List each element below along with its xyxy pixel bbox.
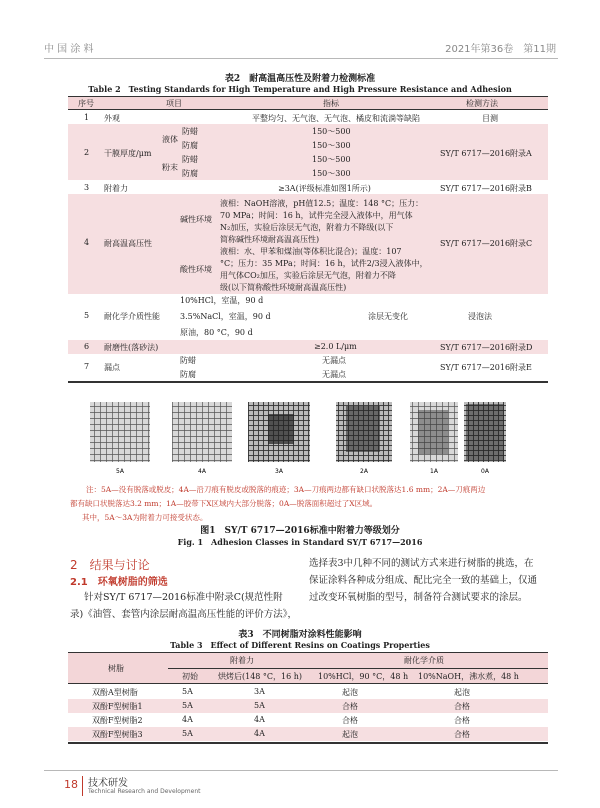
t3-r1-naoh: 起泡 <box>454 688 470 697</box>
r2-sub-liquid: 液体 <box>162 135 178 144</box>
col-item: 项目 <box>166 99 182 108</box>
t3-r2-bake: 5A <box>254 701 265 710</box>
sub-baked: 烘烤后(148 °C，16 h) <box>218 672 303 681</box>
fig1-note2: 都有缺口状脱落达3.2 mm；1A—胶带下X区域内大部分脱落；0A—脱落面积超过了X区域。 <box>70 499 378 508</box>
r3-no: 3 <box>84 183 90 192</box>
body-left-line2: 录)《油管、套管内涂层耐高温高压性能的评价方法》， <box>70 609 297 620</box>
r4-no: 4 <box>84 238 90 247</box>
r4-t8: 级(以下简称酸性环境耐高温高压性) <box>220 283 347 292</box>
r7-va: 无漏点 <box>322 356 346 365</box>
header-rule <box>44 58 558 59</box>
issue-info: 2021年第36卷 第11期 <box>445 44 556 55</box>
sample-5a-photo <box>90 402 150 462</box>
adhesion-figure <box>88 400 508 480</box>
body-left-line1: 针对SY/T 6717—2016标准中附录C(规范性附 <box>84 592 283 603</box>
r7-b: 防腐 <box>180 370 196 379</box>
t3-r4-naoh: 合格 <box>454 730 470 739</box>
sample-1a-loss <box>418 410 448 454</box>
table2 <box>68 96 548 382</box>
body-right-line2: 保证涂料各种成分组成、配比完全一致的基础上，仅通 <box>309 575 538 586</box>
label-3a: 3A <box>275 468 283 475</box>
footer-rule <box>44 770 558 771</box>
table3-caption-cn: 表3 不同树脂对涂料性能影响 <box>238 630 362 640</box>
t3-r4-bake: 4A <box>254 729 265 738</box>
r4-t4: 简称碱性环境耐高温高压性) <box>220 235 320 244</box>
r6-method: SY/T 6717—2016附录D <box>440 343 533 352</box>
r2-va: 150～500 <box>312 127 351 136</box>
r6-index: ≥2.0 L/μm <box>314 342 357 351</box>
body-right-line3: 过改变环氧树脂的型号，制备符合测试要求的涂层。 <box>309 592 528 603</box>
sub-hcl: 10%HCl，90 °C，48 h <box>318 672 409 681</box>
r7-method: SY/T 6717—2016附录E <box>440 363 532 372</box>
r4-item: 耐高温高压性 <box>104 239 152 248</box>
fig1-note3: 其中，5A～3A为附着力可接受状态。 <box>82 513 208 522</box>
r5-m3: 原油，80 °C，90 d <box>180 328 253 337</box>
t3-r2-resin: 双酚F型树脂1 <box>92 702 143 711</box>
footer-title: 技术研发 <box>88 778 128 789</box>
r4-method: SY/T 6717—2016附录C <box>440 239 533 248</box>
t3-r3-init: 4A <box>182 715 193 724</box>
t3-r3-bake: 4A <box>254 715 265 724</box>
table2-caption-cn: 表2 耐高温高压性及附着力检测标准 <box>224 74 376 84</box>
table3-caption-en: Table 3 Effect of Different Resins on Coatings Properties <box>170 640 430 650</box>
r4-t5: 液相：水、甲苯和煤油(等体积比混合)；温度：107 <box>220 247 402 256</box>
table3-sub-rule <box>168 668 548 669</box>
sample-0a-loss <box>466 404 504 460</box>
r5-m1: 10%HCl，室温，90 d <box>180 296 264 305</box>
r1-item: 外观 <box>104 114 120 123</box>
t3-r2-naoh: 合格 <box>454 702 470 711</box>
r2-c: 防蜡 <box>182 155 198 164</box>
t3-r4-resin: 双酚F型树脂3 <box>92 730 143 739</box>
table2-bottom-rule <box>68 381 548 383</box>
sub-naoh: 10%NaOH，沸水煮，48 h <box>418 672 519 681</box>
subsection-heading: 2.1 环氧树脂的筛选 <box>70 577 168 588</box>
table3 <box>68 652 548 744</box>
r7-no: 7 <box>84 362 90 371</box>
r2-a: 防蜡 <box>182 127 198 136</box>
t3-r1-resin: 双酚A型树脂 <box>92 688 138 697</box>
label-1a: 1A <box>430 468 438 475</box>
r6-item: 耐磨性(落砂法) <box>104 343 159 352</box>
r4-sub-alkaline: 碱性环境 <box>180 215 212 224</box>
label-5a: 5A <box>116 468 124 475</box>
r2-method: SY/T 6717—2016附录A <box>440 149 532 158</box>
footer-subtitle: Technical Research and Development <box>88 788 201 795</box>
page-number: 18 <box>64 778 78 791</box>
label-0a: 0A <box>481 468 489 475</box>
col-method: 检测方法 <box>466 99 498 108</box>
sample-3a-loss <box>268 414 294 444</box>
r1-index: 平整均匀、无气泡、无气泡、橘皮和流淌等缺陷 <box>252 114 420 123</box>
r2-vc: 150～500 <box>312 155 351 164</box>
t3-r1-bake: 3A <box>254 687 265 696</box>
r7-a: 防蜡 <box>180 356 196 365</box>
r7-vb: 无漏点 <box>322 370 346 379</box>
r2-vb: 150～300 <box>312 141 351 150</box>
r3-item: 附着力 <box>104 184 128 193</box>
journal-name: 中 国 涂 料 <box>44 44 94 55</box>
r2-item: 干膜厚度/μm <box>104 149 152 158</box>
t3-r3-hcl: 合格 <box>342 716 358 725</box>
col-chem: 耐化学介质 <box>404 656 444 665</box>
r3-index: ≥3A(评级标准如图1所示) <box>278 184 371 193</box>
section-heading: 2 结果与讨论 <box>70 558 150 572</box>
r4-sub-acid: 酸性环境 <box>180 265 212 274</box>
r5-m2: 3.5%NaCl，室温，90 d <box>180 312 271 321</box>
t3-r2-hcl: 合格 <box>342 702 358 711</box>
r1-no: 1 <box>84 113 90 122</box>
r5-index: 涂层无变化 <box>368 312 408 321</box>
t3-r3-naoh: 合格 <box>454 716 470 725</box>
t3-r3-resin: 双酚F型树脂2 <box>92 716 143 725</box>
table3-bottom-rule <box>68 742 548 744</box>
r5-no: 5 <box>84 311 90 320</box>
r2-sub-powder: 粉末 <box>162 163 178 172</box>
r3-method: SY/T 6717—2016附录B <box>440 184 532 193</box>
r5-item: 耐化学介质性能 <box>104 312 160 321</box>
fig1-note1: 注：5A—没有脱落或脱皮；4A—沿刀痕有脱皮或脱落的痕迹；3A—刀痕两边都有缺口状脱落达1.6 mm；2A—刀痕两边 <box>86 485 486 494</box>
footer-divider <box>82 776 83 796</box>
r1-method: 目测 <box>482 114 498 123</box>
r5-method: 浸泡法 <box>468 312 492 321</box>
sample-2a-loss <box>346 406 380 452</box>
t3-r4-init: 5A <box>182 729 193 738</box>
sample-4a-photo <box>172 402 232 462</box>
r4-t6: °C；压力：35 MPa；时间：16 h，试件2/3浸入液体中， <box>220 259 428 268</box>
col-resin: 树脂 <box>108 664 124 673</box>
t3-r2-init: 5A <box>182 701 193 710</box>
table2-caption-en: Table 2 Testing Standards for High Temperature and High Pressure Resistance and Adhesion <box>88 84 512 94</box>
r4-t3: N₂加压，实验后涂层无气泡，附着力不降级(以下 <box>220 223 394 232</box>
t3-r1-init: 5A <box>182 687 193 696</box>
r2-no: 2 <box>84 148 90 157</box>
r2-b: 防腐 <box>182 141 198 150</box>
r4-t1: 液相：NaOH溶液，pH值12.5；温度：148 °C；压力： <box>220 199 424 208</box>
r4-t2: 70 MPa；时间：16 h，试件完全浸入液体中，用气体 <box>220 211 413 220</box>
label-4a: 4A <box>198 468 206 475</box>
label-2a: 2A <box>360 468 368 475</box>
r7-item: 漏点 <box>104 363 120 372</box>
r2-d: 防腐 <box>182 169 198 178</box>
fig1-caption-en: Fig. 1 Adhesion Classes in Standard SY/T 6717—2016 <box>177 537 423 547</box>
t3-r1-hcl: 起泡 <box>342 688 358 697</box>
sub-initial: 初始 <box>182 672 198 681</box>
t3-r4-hcl: 起泡 <box>342 730 358 739</box>
col-adhesion: 附着力 <box>230 656 254 665</box>
r6-no: 6 <box>84 342 90 351</box>
col-no: 序号 <box>78 99 94 108</box>
r2-vd: 150～300 <box>312 169 351 178</box>
col-index: 指标 <box>323 99 339 108</box>
r4-t7: 用气体CO₂加压，实验后涂层无气泡，附着力不降 <box>220 271 396 280</box>
body-right-line1: 选择表3中几种不同的测试方式来进行树脂的挑选，在 <box>309 558 534 569</box>
fig1-caption-cn: 图1 SY/T 6717—2016标准中附着力等级划分 <box>200 526 400 536</box>
